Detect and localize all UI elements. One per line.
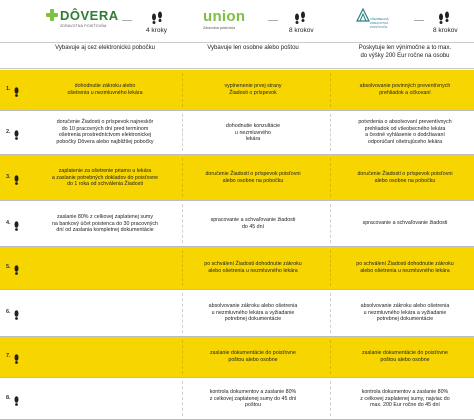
step-cell-vszp — [336, 171, 474, 184]
step-cell-vszp — [336, 119, 474, 145]
vszp-logo — [356, 8, 406, 29]
footsteps-icon — [293, 11, 307, 25]
divider-dash — [414, 20, 424, 21]
cell-line: spracovanie a schvaľovanie žiadosti — [362, 220, 448, 226]
divider-dash — [122, 20, 132, 21]
cell-line: kontrola dokumentov a zaslanie 80% — [361, 389, 449, 395]
cell-line: u nezmluvného — [235, 129, 271, 136]
step-cell-union — [188, 389, 318, 409]
cell-line: ošetrenia u nezmluvného lekára — [67, 89, 143, 96]
cell-line: kontrola dokumentov a zaslanie 80% — [209, 389, 297, 395]
cell-line: spracovanie a schvaľovanie žiadosti — [210, 217, 296, 223]
vszp-sub-3: POISŤOVŇA — [370, 25, 388, 29]
union-logo — [203, 8, 265, 30]
column-headers — [0, 44, 474, 68]
column-divider — [182, 250, 183, 286]
step-cell-dovera — [40, 168, 170, 188]
table-row — [0, 247, 474, 289]
footprint-icon — [13, 265, 20, 275]
table-row — [0, 111, 474, 154]
step-number: 8. — [6, 395, 11, 401]
step-number: 7. — [6, 353, 11, 359]
cell-line: pobočky Dôvera alebo najbližšej pobočky — [56, 138, 154, 145]
cell-line: a čestné vyhlásenie o dodržiavaní — [365, 132, 445, 139]
cell-line: absolvovanie zákroku alebo ošetrenia — [360, 303, 450, 309]
footprint-icon — [13, 221, 20, 231]
table-row — [0, 201, 474, 246]
cell-line: do 10 pracovných dní pred termínom — [61, 125, 149, 132]
cell-line: prehliadok od všeobecného lekára — [364, 125, 446, 132]
steps-count-dovera: 4 kroky — [146, 27, 167, 34]
steps-count-union: 8 krokov — [289, 27, 314, 34]
step-number: 2. — [6, 129, 11, 135]
cell-line: doručenie Žiadosti o príspevok poisťovni — [205, 171, 301, 177]
column-divider — [182, 114, 183, 151]
step-number: 3. — [6, 174, 11, 180]
cell-line: dní od zaslania kompletnej dokumentácie — [56, 227, 154, 234]
step-cell-union — [188, 217, 318, 230]
footsteps-icon — [150, 11, 164, 25]
cell-line: na bankový účet poistenca do 30 pracovných — [51, 220, 158, 227]
steps-count-vszp: 8 krokov — [433, 27, 458, 34]
step-cell-dovera — [40, 83, 170, 96]
header-rule — [0, 68, 474, 69]
column-divider — [182, 381, 183, 416]
table-row — [0, 378, 474, 419]
step-cell-union — [188, 83, 318, 96]
column-divider — [182, 158, 183, 197]
step-number: 1. — [6, 86, 11, 92]
cell-line: lekára — [245, 136, 261, 143]
step-cell-vszp — [336, 220, 474, 227]
cell-line: zaslanie dokumentácie do poisťovne — [210, 350, 296, 356]
step-cell-union — [188, 171, 318, 184]
cell-line: do 45 dní — [241, 223, 265, 230]
header-rule — [0, 42, 474, 43]
step-cell-union — [188, 123, 318, 143]
vszp-sub-1: VŠEOBECNÁ — [370, 17, 389, 21]
column-divider — [330, 114, 331, 151]
step-number: 5. — [6, 264, 11, 270]
vszp-emblem-icon — [356, 8, 370, 22]
cell-line: prehliadok a očkovaní — [379, 89, 431, 96]
dovera-sub: ZDRAVOTNÁ POISŤOVŇA — [60, 24, 107, 28]
cell-line: absolvovanie zákroku alebo ošetrenia — [208, 303, 298, 309]
cell-line: doručenie Žiadosti o príspevok najneskôr — [56, 119, 154, 125]
column-divider — [182, 73, 183, 107]
step-cell-vszp — [336, 389, 474, 409]
vszp-sub-2: ZDRAVOTNÁ — [370, 21, 389, 25]
step-cell-union — [188, 303, 318, 323]
cell-line: dohodnutie zákroku alebo — [74, 83, 136, 89]
step-cell-vszp — [336, 261, 474, 274]
cell-line: alebo osobne na pobočku — [374, 177, 436, 184]
cell-line: poštou alebo osobne — [380, 356, 430, 363]
column-divider — [330, 381, 331, 416]
dovera-name: DÔVERA — [60, 8, 119, 23]
cell-line: u nezmluvného lekára a vyžiadanie — [211, 309, 295, 316]
step-cell-dovera — [40, 214, 170, 234]
table-row — [0, 70, 474, 110]
divider-dash — [268, 20, 278, 21]
cell-line: a zaslanie potrebných dokladov do poisťovne — [51, 174, 159, 181]
header — [0, 0, 474, 42]
cell-line: poštou alebo osobne — [228, 356, 278, 363]
column-header-union: Vybavuje len osobne alebo poštou — [207, 45, 299, 51]
cell-line: alebo osobne na pobočku — [222, 177, 284, 184]
cell-line: zaslanie dokumentácie do poisťovne — [362, 350, 448, 356]
cell-line: do 1 roka od schválenia Žiadosti — [67, 181, 143, 188]
cell-line: z celkovej zaplatenej sumy, najviac do — [360, 395, 450, 402]
table-row — [0, 155, 474, 200]
dovera-cross-icon — [46, 9, 58, 21]
cell-line: vyplnenenie prvej strany — [224, 83, 282, 89]
step-number: 6. — [6, 309, 11, 315]
cell-line: dohodnutie konzultácie — [225, 123, 281, 129]
column-divider — [182, 340, 183, 374]
footprint-icon — [13, 354, 20, 364]
cell-line: zaplatenie za ošetrenie priamo u lekára — [58, 168, 152, 174]
column-divider — [330, 158, 331, 197]
cell-line: potvrdenia o absolvovaní preventívnych — [358, 119, 452, 125]
footprint-icon — [13, 175, 20, 185]
footprint-icon — [13, 310, 20, 320]
step-cell-vszp — [336, 83, 474, 96]
column-divider — [330, 293, 331, 333]
cell-line: u nezmluvného lekára a vyžiadanie — [363, 309, 447, 316]
cell-line: absolvovanie povinných preventívnych — [359, 83, 451, 89]
cell-line: z celkovej zaplatenej sumy do 45 dní — [209, 395, 297, 402]
step-number: 4. — [6, 220, 11, 226]
footsteps-icon — [437, 11, 451, 25]
cell-line: alebo ošetrenia u nezmluvného lekára — [208, 267, 298, 274]
cell-line: po schválení Žiadosti dohodnutie zákroku — [356, 261, 454, 267]
column-divider — [330, 204, 331, 243]
cell-line: ošetrenia prostredníctvom elektronickej — [58, 132, 152, 139]
step-cell-union — [188, 261, 318, 274]
column-divider — [330, 250, 331, 286]
cell-line: alebo ošetrenia u nezmluvného lekára — [360, 267, 450, 274]
cell-line: potrebnej dokumentácie — [376, 316, 434, 323]
table-row — [0, 290, 474, 336]
cell-line: po schválení Žiadosti dohodnutie zákroku — [204, 261, 302, 267]
step-cell-dovera — [40, 119, 170, 145]
footprint-icon — [13, 87, 20, 97]
step-cell-union — [188, 350, 318, 363]
dovera-logo — [46, 8, 119, 28]
cell-line: Žiadosti o príspevok — [229, 89, 277, 96]
cell-line: poštou — [245, 402, 261, 409]
footprint-icon — [13, 130, 20, 140]
union-name: union — [203, 8, 246, 25]
column-divider — [330, 340, 331, 374]
column-divider — [182, 293, 183, 333]
cell-line: doručenie Žiadosti o príspevok poisťovni — [357, 171, 453, 177]
cell-line: potrebnej dokumentácie — [224, 316, 282, 323]
step-cell-vszp — [336, 303, 474, 323]
column-header-vszp: Poskytuje len výnimočne a to max. do výšky 200 Eur ročne na osobu — [358, 45, 452, 59]
table-row — [0, 337, 474, 377]
column-header-dovera: Vybavuje aj cez elektronickú pobočku — [55, 45, 155, 51]
cell-line: max. 200 Eur ročne do 45 dní — [370, 402, 440, 409]
column-divider — [182, 204, 183, 243]
union-sub: Zdravotná poisťovňa — [203, 26, 236, 30]
cell-line: odporúčaní ošetrujúceho lekára — [367, 138, 443, 145]
column-divider — [330, 73, 331, 107]
footprint-icon — [13, 396, 20, 406]
step-cell-vszp — [336, 350, 474, 363]
cell-line: zaslanie 80% z celkovej zaplatenej sumy — [57, 214, 153, 220]
